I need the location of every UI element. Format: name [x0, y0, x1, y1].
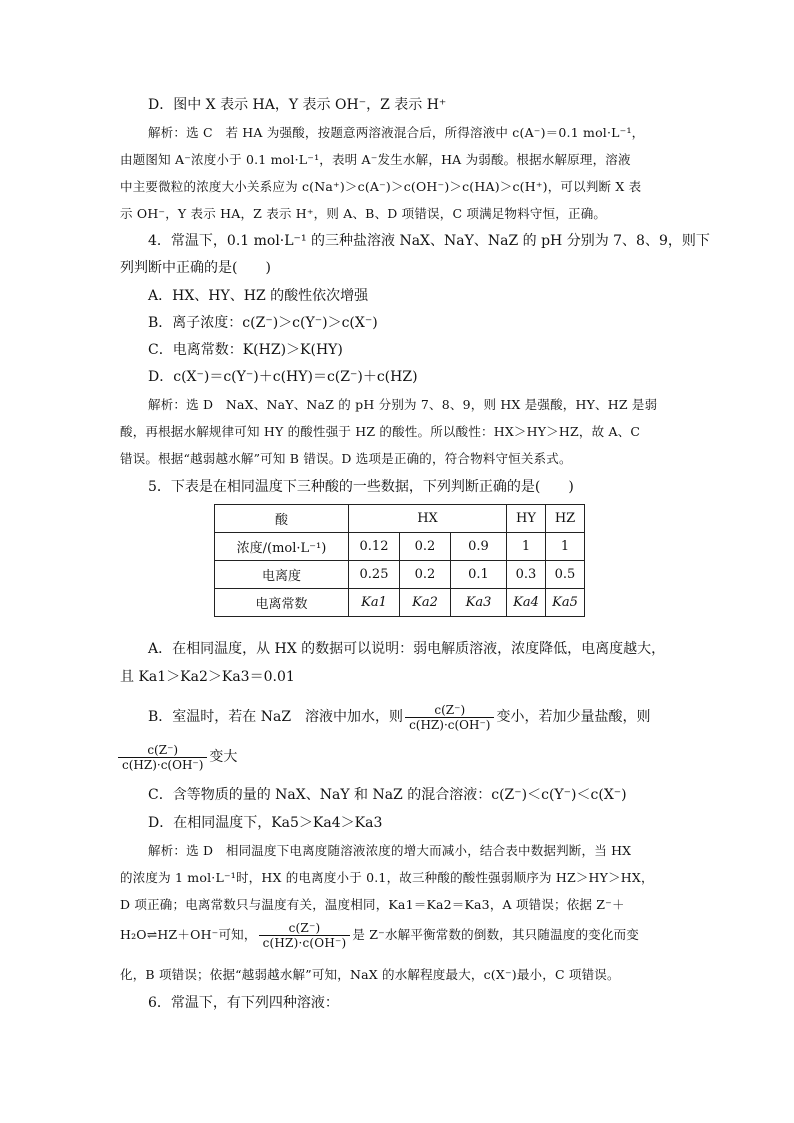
- table-cell: 0.3: [507, 561, 546, 589]
- question-5-option-d: D．在相同温度下，Ka5＞Ka4＞Ka3: [148, 815, 383, 831]
- question-4-line-2: 列判断中正确的是( ): [120, 260, 271, 276]
- fraction: [405, 703, 494, 732]
- table-header-row: [215, 505, 585, 533]
- analysis-5-line-4: [120, 918, 690, 952]
- question-5-option-a-line-2: 且 Ka1＞Ka2＞Ka3＝0.01: [120, 669, 295, 685]
- option-b-prefix: B．室温时，若在 NaZ 溶液中加水，则: [148, 709, 404, 725]
- question-4-option-c: C．电离常数：K(HZ)＞K(HY): [148, 342, 343, 358]
- table-row-label: 浓度/(mol·L⁻¹): [215, 533, 349, 561]
- table-row: [215, 561, 585, 589]
- table-cell: 0.9: [451, 533, 507, 561]
- question-5-option-a-line-1: A．在相同温度，从 HX 的数据可以说明：弱电解质溶液，浓度降低，电离度越大，: [148, 641, 666, 657]
- analysis-3-line-2: 由题图知 A⁻浓度小于 0.1 mol·L⁻¹，表明 A⁻发生水解，HA 为弱酸。根据水解原理，溶液: [120, 152, 631, 167]
- fraction: [259, 921, 351, 950]
- table-cell: 0.1: [451, 561, 507, 589]
- analysis-5-line-2: 的浓度为 1 mol·L⁻¹时，HX 的电离度小于 0.1，故三种酸的酸性强弱顺序为 HZ＞HY＞HX，: [120, 870, 654, 885]
- table-cell: 1: [507, 533, 546, 561]
- table-cell: 0.12: [349, 533, 400, 561]
- question-5-option-b-line-1: [148, 700, 718, 734]
- table-cell: Ka5: [546, 589, 585, 617]
- fraction-numerator: c(Z⁻): [118, 743, 207, 758]
- table-cell: 0.5: [546, 561, 585, 589]
- table-cell: Ka2: [400, 589, 451, 617]
- fraction-denominator: c(HZ)·c(OH⁻): [122, 757, 204, 772]
- analysis-5-line-3: D 项正确；电离常数只与温度有关，温度相同，Ka1＝Ka2＝Ka3，A 项错误；依据 Z⁻＋: [120, 897, 625, 912]
- table-cell: 0.2: [400, 561, 451, 589]
- table-cell: 0.2: [400, 533, 451, 561]
- fraction-denominator: c(HZ)·c(OH⁻): [409, 717, 491, 732]
- analysis-3-line-4: 示 OH⁻，Y 表示 HA，Z 表示 H⁺，则 A、B、D 项错误，C 项满足物料守恒，正确。: [120, 206, 607, 221]
- option-d-prev: D．图中 X 表示 HA，Y 表示 OH⁻，Z 表示 H⁺: [148, 97, 447, 113]
- table-cell: Ka3: [451, 589, 507, 617]
- question-6-line-1: 6．常温下，有下列四种溶液：: [148, 995, 339, 1011]
- fraction: [118, 743, 207, 772]
- analysis-5-line-4-suffix: 是 Z⁻水解平衡常数的倒数，其只随温度的变化而变: [352, 927, 639, 942]
- fraction-numerator: c(Z⁻): [259, 921, 351, 936]
- table-row-label: 电离度: [215, 561, 349, 589]
- table-cell: 1: [546, 533, 585, 561]
- analysis-5-line-5: 化，B 项错误；依据“越弱越水解”可知，NaX 的水解程度最大，c(X⁻)最小，C 项错误。: [120, 967, 620, 982]
- analysis-4-line-1: 解析：选 D NaX、NaY、NaZ 的 pH 分别为 7、8、9，则 HX 是强酸，HY、HZ 是弱: [148, 397, 658, 412]
- table-header-cell: HZ: [546, 505, 585, 533]
- question-4-option-b: B．离子浓度：c(Z⁻)＞c(Y⁻)＞c(X⁻): [148, 315, 378, 331]
- table-cell: Ka4: [507, 589, 546, 617]
- analysis-5-line-1: 解析：选 D 相同温度下电离度随溶液浓度的增大而减小，结合表中数据判断，当 HX: [148, 843, 632, 858]
- analysis-3-line-3: 中主要微粒的浓度大小关系应为 c(Na⁺)＞c(A⁻)＞c(OH⁻)＞c(HA)＞c(H⁺)，可以判断 X 表: [120, 179, 642, 194]
- question-4-option-a: A．HX、HY、HZ 的酸性依次增强: [148, 288, 369, 304]
- table-header-cell: HY: [507, 505, 546, 533]
- table-row-label: 电离常数: [215, 589, 349, 617]
- analysis-4-line-2: 酸，再根据水解规律可知 HY 的酸性强于 HZ 的酸性。所以酸性：HX＞HY＞HZ，故 A、C: [120, 424, 641, 439]
- question-5-option-c: C．含等物质的量的 NaX、NaY 和 NaZ 的混合溶液：c(Z⁻)＜c(Y⁻)＜c(X⁻): [148, 787, 627, 803]
- analysis-4-line-3: 错误。根据“越弱越水解”可知 B 错误。D 选项是正确的，符合物料守恒关系式。: [120, 451, 572, 466]
- question-4-option-d: D．c(X⁻)＝c(Y⁻)＋c(HY)＝c(Z⁻)＋c(HZ): [148, 369, 418, 385]
- table-header-cell: 酸: [215, 505, 349, 533]
- option-b-suffix-2: 变大: [209, 749, 238, 765]
- table-cell: Ka1: [349, 589, 400, 617]
- question-4-line-1: 4．常温下，0.1 mol·L⁻¹ 的三种盐溶液 NaX、NaY、NaZ 的 pH 分别为 7、8、9，则下: [148, 233, 710, 249]
- analysis-3-line-1: 解析：选 C 若 HA 为强酸，按题意两溶液混合后，所得溶液中 c(A⁻)＝0.1 mol·L⁻¹，: [148, 125, 645, 140]
- table-row: [215, 589, 585, 617]
- question-5-line-1: 5．下表是在相同温度下三种酸的一些数据，下列判断正确的是( ): [148, 479, 574, 495]
- table-row: [215, 533, 585, 561]
- table-cell: 0.25: [349, 561, 400, 589]
- option-b-suffix: 变小，若加少量盐酸，则: [496, 709, 651, 725]
- table-header-cell: HX: [349, 505, 507, 533]
- acid-data-table: [214, 504, 585, 617]
- question-5-option-b-line-2: [116, 740, 686, 774]
- fraction-numerator: c(Z⁻): [405, 703, 494, 718]
- analysis-5-line-4-prefix: H₂O⇌HZ＋OH⁻可知，: [120, 927, 257, 942]
- fraction-denominator: c(HZ)·c(OH⁻): [262, 936, 347, 950]
